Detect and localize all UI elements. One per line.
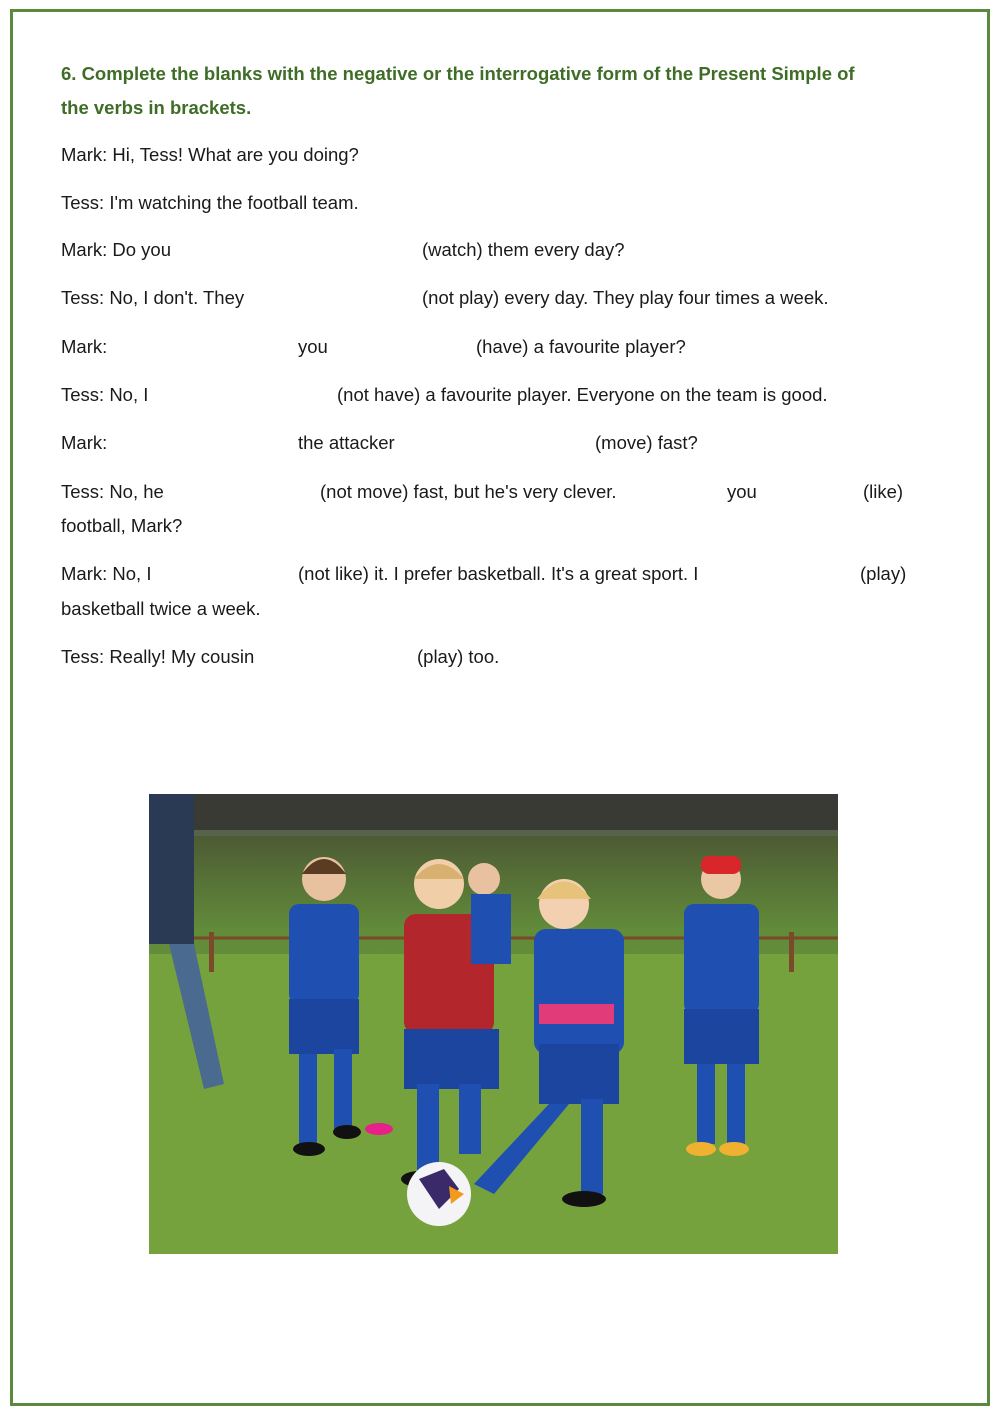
blank-11[interactable] [168, 560, 290, 588]
dialogue-line-6-end: (not have) a favourite player. Everyone on the team is good. [337, 384, 828, 405]
children-playing-football-photo [149, 794, 838, 1254]
dialogue-line-5-end: (have) a favourite player? [476, 336, 686, 357]
blank-13[interactable] [282, 643, 408, 671]
exercise-title-line-1: 6. Complete the blanks with the negative or the interrogative form of the Present Simple of [61, 63, 855, 84]
blank-7[interactable] [415, 429, 585, 457]
dialogue-line-7-mid: the attacker [298, 432, 395, 453]
blank-3-input[interactable] [125, 333, 285, 361]
blank-4-input[interactable] [342, 333, 467, 361]
blank-5-input[interactable] [170, 381, 328, 409]
dialogue-line-9-wrap: basketball twice a week. [61, 598, 261, 619]
blank-6-input[interactable] [125, 429, 285, 457]
dialogue-line-9-end: (play) [860, 563, 907, 584]
dialogue-line-7-speaker: Mark: [61, 432, 108, 453]
dialogue-line-9-mid: (not like) it. I prefer basketball. It's a great sport. I [298, 563, 699, 584]
dialogue-line-8-you: you [727, 481, 757, 502]
dialogue-line-10-end: (play) too. [417, 646, 500, 667]
dialogue-line-4-end: (not play) every day. They play four times a week. [422, 287, 829, 308]
blank-8-input[interactable] [185, 478, 313, 506]
exercise-title-line-2: the verbs in brackets. [61, 97, 252, 118]
blank-3[interactable] [125, 333, 285, 361]
blank-12-input[interactable] [745, 560, 853, 588]
blank-2[interactable] [275, 284, 413, 312]
dialogue-line-1: Mark: Hi, Tess! What are you doing? [61, 144, 359, 165]
blank-9[interactable] [652, 478, 720, 506]
dialogue-line-4-start: Tess: No, I don't. They [61, 287, 245, 308]
dialogue-line-8-mid: (not move) fast, but he's very clever. [320, 481, 617, 502]
dialogue-line-8-end: (like) [863, 481, 904, 502]
blank-10[interactable] [768, 478, 856, 506]
dialogue-line-6-start: Tess: No, I [61, 384, 149, 405]
blank-4[interactable] [342, 333, 467, 361]
blank-11-input[interactable] [168, 560, 290, 588]
blank-10-input[interactable] [768, 478, 856, 506]
dialogue-line-2: Tess: I'm watching the football team. [61, 192, 359, 213]
blank-9-input[interactable] [652, 478, 720, 506]
dialogue-line-8-start: Tess: No, he [61, 481, 164, 502]
blank-6[interactable] [125, 429, 285, 457]
dialogue-line-8-wrap: football, Mark? [61, 515, 183, 536]
dialogue-line-5-speaker: Mark: [61, 336, 108, 357]
dialogue-line-7-end: (move) fast? [595, 432, 698, 453]
blank-8[interactable] [185, 478, 313, 506]
dialogue-line-5-mid: you [298, 336, 328, 357]
blank-7-input[interactable] [415, 429, 585, 457]
blank-2-input[interactable] [275, 284, 413, 312]
dialogue-line-10-start: Tess: Really! My cousin [61, 646, 255, 667]
dialogue-line-9-start: Mark: No, I [61, 563, 152, 584]
exercise-title [61, 57, 941, 125]
blank-5[interactable] [170, 381, 328, 409]
blank-13-input[interactable] [282, 643, 408, 671]
blank-1-input[interactable] [195, 236, 410, 264]
dialogue-line-3-start: Mark: Do you [61, 239, 172, 260]
blank-12[interactable] [745, 560, 853, 588]
dialogue-line-3-end: (watch) them every day? [422, 239, 625, 260]
blank-1[interactable] [195, 236, 410, 264]
